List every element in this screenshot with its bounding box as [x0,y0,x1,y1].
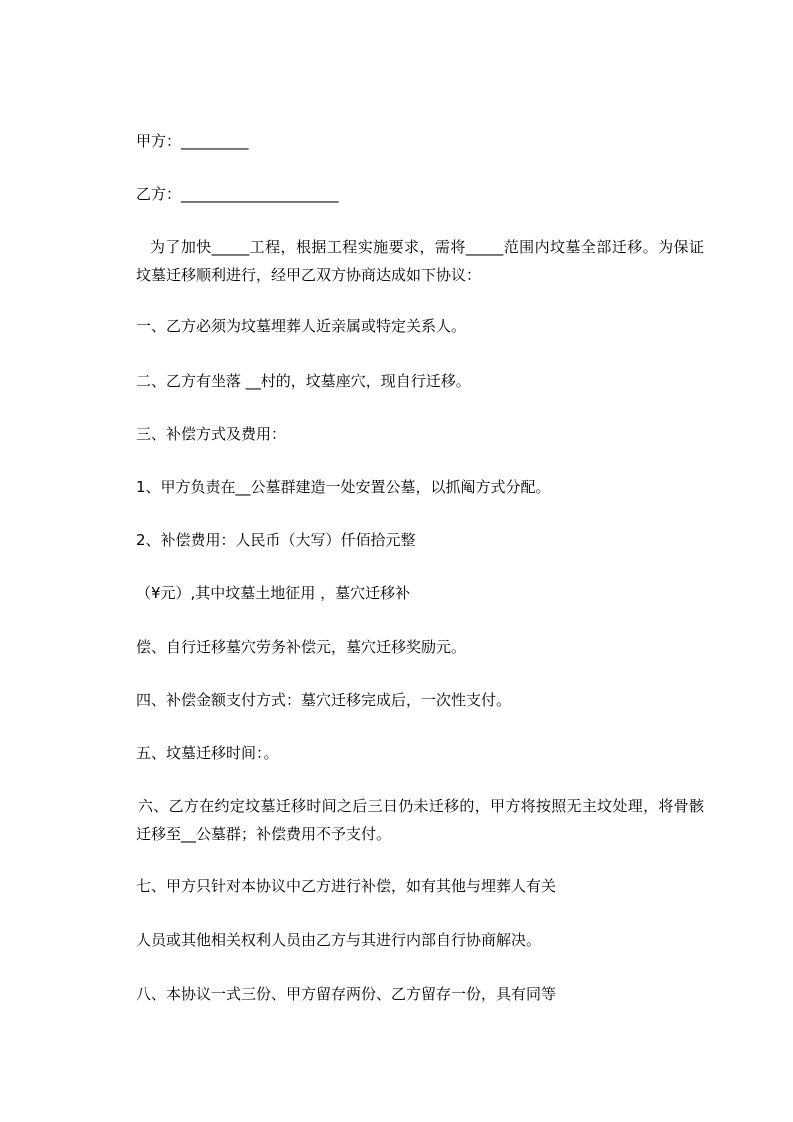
party-b-label: 乙方： [136,185,182,203]
clause-5: 五、坟墓迁移时间：。 [136,744,279,762]
clause-8: 八、本协议一式三份、甲方留存两份、乙方留存一份，具有同等 [136,985,557,1003]
party-b-line [136,180,339,208]
clause-3-item-2: 2、补偿费用：人民币（大写）仟佰拾元整 [136,531,416,549]
clause-3-heading: 三、补偿方式及费用： [136,425,287,443]
clause-3-item-2-continued-2: 偿、自行迁移墓穴劳务补偿元，墓穴迁移奖励元。 [136,638,467,656]
clause-6: 六、乙方在约定坟墓迁移时间之后三日仍未迁移的，甲方将按照无主坟处理，将骨骸迁移至__公墓群；补偿费用不予支付。 [136,797,704,843]
clause-2: 二、乙方有坐落 __村的，坟墓座穴，现自行迁移。 [136,372,471,390]
party-a-label: 甲方： [136,132,182,150]
party-a-blank: _________ [181,132,249,150]
clause-7-continued: 人员或其他相关权利人员由乙方与其进行内部自行协商解决。 [136,931,542,949]
intro-paragraph: 为了加快_____工程，根据工程实施要求，需将_____范围内坟墓全部迁移。为保证坟墓迁移顺利进行，经甲乙双方协商达成如下协议： [136,238,704,284]
clause-3-item-2-continued-1: （¥元）,其中坟墓土地征用 ，墓穴迁移补 [136,584,411,602]
clause-1: 一、乙方必须为坟墓埋葬人近亲属或特定关系人。 [136,317,467,335]
party-b-blank: _____________________ [181,185,339,203]
clause-7: 七、甲方只针对本协议中乙方进行补偿，如有其他与埋葬人有关 [136,877,557,895]
clause-3-item-1: 1、甲方负责在__公墓群建造一处安置公墓，以抓阄方式分配。 [136,478,551,496]
clause-4: 四、补偿金额支付方式：墓穴迁移完成后，一次性支付。 [136,691,512,709]
party-a-line [136,127,249,155]
